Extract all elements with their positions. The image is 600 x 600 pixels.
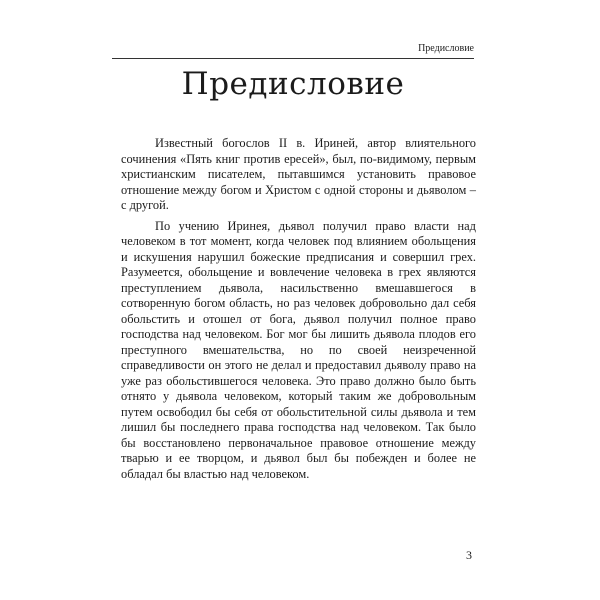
paragraph-2: По учению Иринея, дьявол получил право власти над человеком в тот момент, когда человек под влиянием обольщения и искушения нарушил божеские предписания и совершил грех. Разумеется, обольщение и вовлечение человека в грех являются преступлением дьявола, насильственно вмешавшегося в сотворенную богом область, но раз человек добровольно дал себя обольстить и отошел от бога, дьявол получил полное право господства над человеком. Бог мог бы лишить дьявола плодов его преступного вмешательства, но по своей неизреченной справедливости он этого не делал и предоставил дьяволу право на уже раз обольстившегося человека. Это право должно было быть отнято у дьявола человеком, который таким же добровольным путем освободил бы себя от обольстительной силы дьявола и тем лишил бы последнего права господства над человеком. Так было бы восстановлено первоначальное правовое отношение между тварью и ее творцом, и дьявол был бы побежден и более не обладал бы властью над человеком.: [121, 218, 476, 481]
header-rule: [112, 58, 474, 59]
paragraph-1: Известный богослов II в. Ириней, автор влиятельного сочинения «Пять книг против ересей», был, по-видимому, первым христианским писателем, пытавшимся установить правовое отношение между богом и Христом с одной стороны и дьяволом – с другой.: [121, 136, 476, 212]
body-text: [121, 136, 476, 487]
running-header: Предисловие: [418, 43, 474, 54]
page-title: Предисловие: [181, 66, 405, 102]
page-number: 3: [466, 548, 472, 562]
